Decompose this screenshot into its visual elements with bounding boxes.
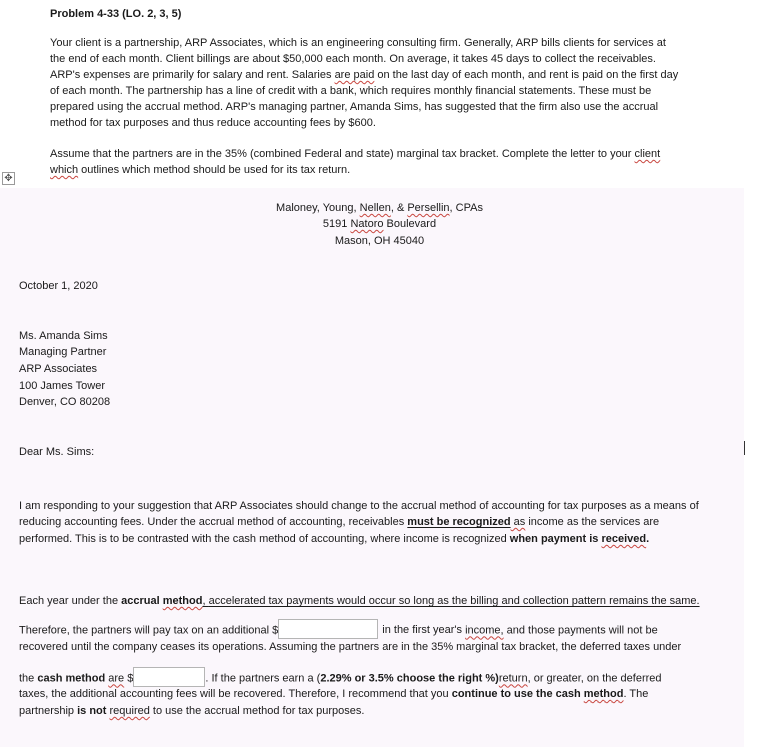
problem-text-line: method for tax purposes and thus reduce accounting fees by $600. xyxy=(50,117,376,129)
additional-tax-input[interactable] xyxy=(278,619,378,639)
body-line: Therefore, the partners will pay tax on an additional $ in the first year's income, and those payments will not be xyxy=(19,622,658,639)
problem-title: Problem 4-33 (LO. 2, 3, 5) xyxy=(50,8,182,20)
text-cursor xyxy=(744,441,745,455)
letterhead-city: Mason, OH 45040 xyxy=(334,235,425,247)
body-line: taxes, the additional accounting fees will be recovered. Therefore, I recommend that you continue to use the cash method. The xyxy=(19,688,649,700)
body-line: reducing accounting fees. Under the accrual method of accounting, receivables must be recognized as income as the services are xyxy=(19,516,660,528)
salutation: Dear Ms. Sims: xyxy=(19,446,95,458)
problem-text-line: of each month. The partnership has a line of credit with a bank, which requires monthly financial statements. These must be xyxy=(50,85,652,97)
address-line: Managing Partner xyxy=(19,346,107,358)
address-line: Denver, CO 80208 xyxy=(19,396,111,408)
letterhead-firm: Maloney, Young, Nellen, & Persellin, CPAs xyxy=(276,202,483,214)
body-line: recovered until the company ceases its operations. Assuming the partners are in the 35% marginal tax bracket, the deferred taxes under xyxy=(19,641,682,653)
body-line: the cash method are $ . If the partners earn a (2.29% or 3.5% choose the right %)return, or greater, on the deferred xyxy=(19,670,662,687)
letter-date: October 1, 2020 xyxy=(19,280,98,292)
problem-text-line: prepared using the accrual method. ARP's managing partner, Amanda Sims, has suggested that the firm also use the accrual xyxy=(50,101,659,113)
address-line: 100 James Tower xyxy=(19,380,106,392)
body-line: I am responding to your suggestion that ARP Associates should change to the accrual method of accounting for tax purposes as a means of xyxy=(19,500,699,512)
move-handle-icon[interactable]: ✥ xyxy=(2,172,15,185)
problem-text-line: Your client is a partnership, ARP Associates, which is an engineering consulting firm. Generally, ARP bills clients for services at xyxy=(50,37,666,49)
body-line: partnership is not required to use the accrual method for tax purposes. xyxy=(19,705,365,717)
problem-text-line: Assume that the partners are in the 35% (combined Federal and state) marginal tax bracket. Complete the letter to your client xyxy=(50,148,661,160)
body-line: performed. This is to be contrasted with the cash method of accounting, where income is recognized when payment is received. xyxy=(19,533,650,545)
letterhead-street: 5191 Natoro Boulevard xyxy=(322,218,437,230)
problem-text-line: ARP's expenses are primarily for salary and rent. Salaries are paid on the last day of each month, and rent is paid on the first day xyxy=(50,69,679,81)
address-line: Ms. Amanda Sims xyxy=(19,330,108,342)
problem-text-line: which outlines which method should be used for its tax return. xyxy=(50,164,351,176)
body-line: Each year under the accrual method, accelerated tax payments would occur so long as the billing and collection pattern remains the same. xyxy=(19,595,700,607)
deferred-taxes-input[interactable] xyxy=(133,667,205,687)
letter-area xyxy=(0,188,744,747)
problem-text-line: the end of each month. Client billings are about $50,000 each month. On average, it takes 45 days to collect the receivables. xyxy=(50,53,656,65)
address-line: ARP Associates xyxy=(19,363,98,375)
